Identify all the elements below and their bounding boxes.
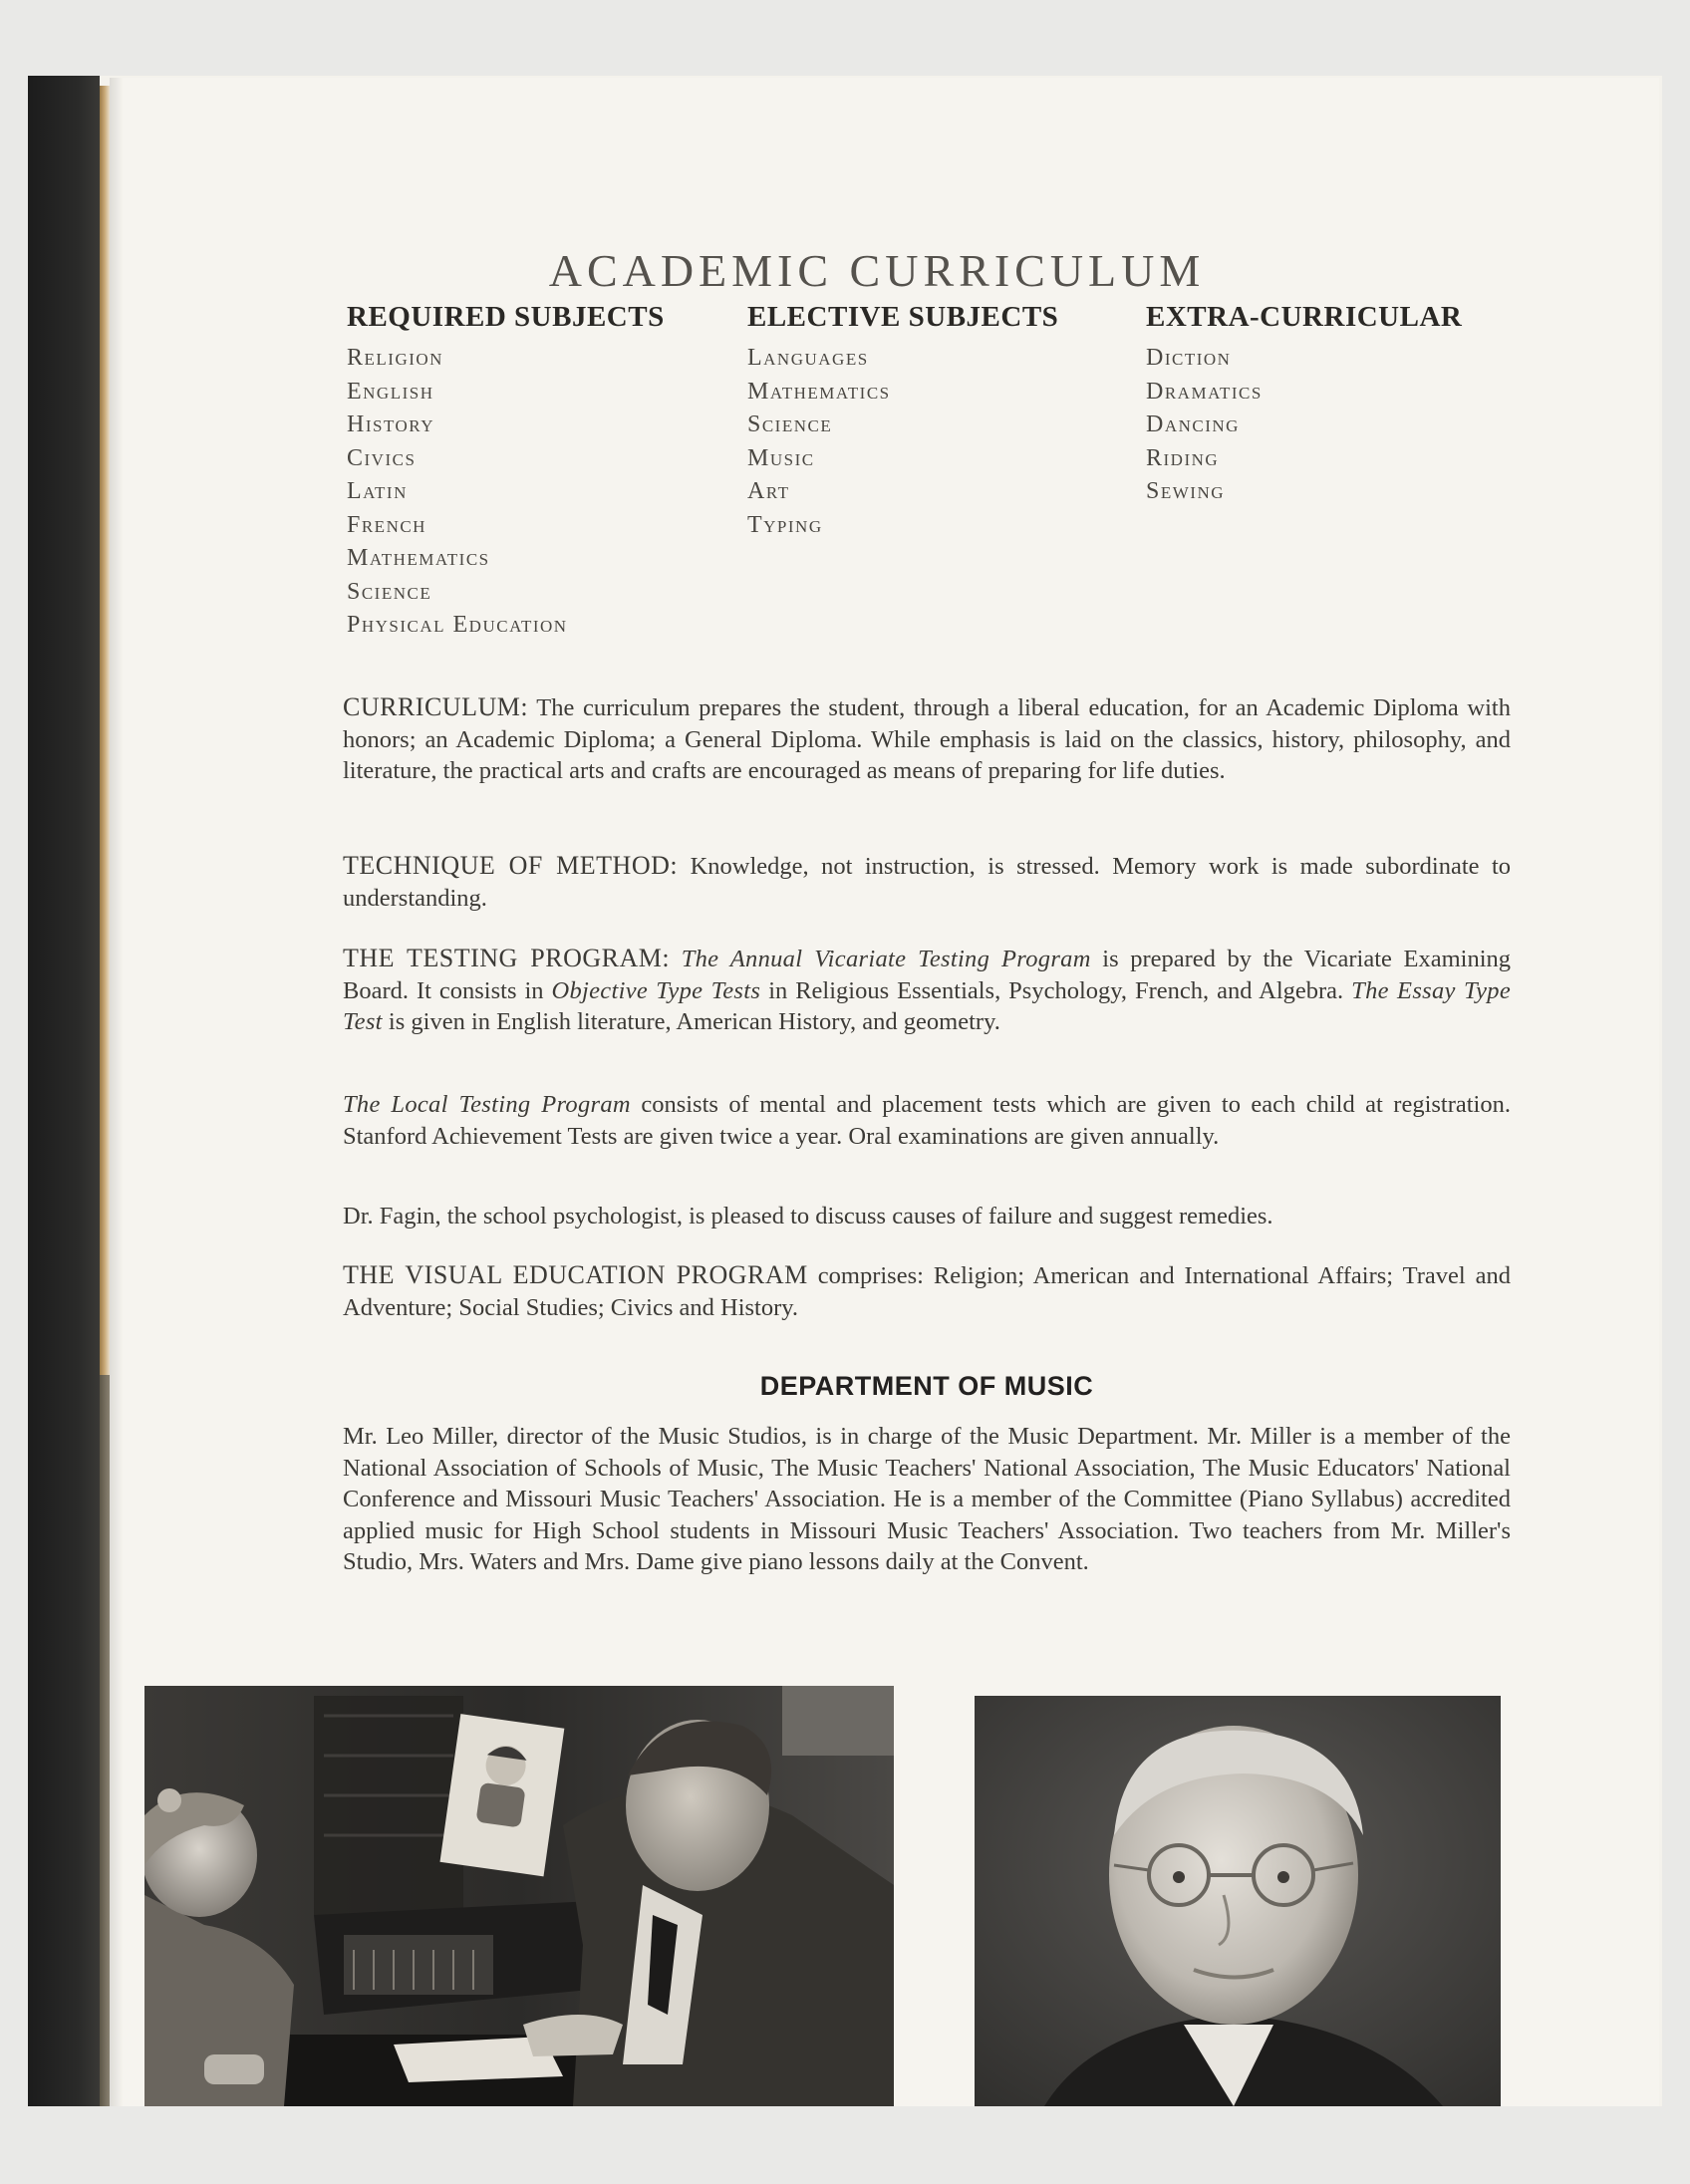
photo-piano-lesson [144, 1686, 894, 2106]
paragraph-lead: THE TESTING PROGRAM: [343, 944, 671, 972]
testing-paragraph [343, 943, 1511, 1038]
list-item: History [347, 411, 434, 437]
paragraph-text: is prepared by the Vicariate Examining Board. It consists in [343, 946, 1511, 1004]
column-heading: REQUIRED SUBJECTS [347, 301, 665, 333]
list-item: French [347, 511, 426, 538]
italic-title: The Local Testing Program [343, 1091, 631, 1118]
local-testing-paragraph [343, 1089, 1511, 1152]
list-item: Mathematics [747, 378, 891, 405]
required-subjects-column [347, 301, 665, 643]
list-item: Music [747, 444, 815, 471]
list-item: Diction [1146, 345, 1232, 371]
list-item: Latin [347, 478, 408, 504]
italic-title: The Essay Type Test [343, 976, 1511, 1035]
list-item: Physical Education [347, 612, 568, 638]
paragraph-text: consists of mental and placement tests which are given to each child at registration. Stanford Achievement Tests are given twice a year. Oral examinations are given annually. [343, 1091, 1511, 1150]
music-paragraph: Mr. Leo Miller, director of the Music Studios, is in charge of the Music Department. Mr. Miller is a member of the National Association of Schools of Music, The Music Teachers' National Association, The Music Educators' National Conference and Missouri Music Teachers' Association. He is a member of the Committee (Piano Syllabus) accredited applied music for High School students in Missouri Music Teachers' Association. Two teachers from Mr. Miller's Studio, Mrs. Waters and Mrs. Dame give piano lessons daily at the Convent. [343, 1423, 1511, 1575]
photo-piano-lesson-image [144, 1686, 894, 2106]
paragraph-text: is given in English literature, American History, and geometry. [388, 1008, 1000, 1035]
paragraph-lead: CURRICULUM: [343, 692, 529, 721]
italic-title: The Annual Vicariate Testing Program [681, 946, 1091, 972]
music-department-heading: DEPARTMENT OF MUSIC [759, 1371, 1094, 1401]
list-item: English [347, 378, 434, 405]
elective-subjects-column [747, 301, 1058, 542]
photo-portrait-image [975, 1696, 1501, 2106]
list-item: Science [747, 411, 833, 437]
list-item: Art [747, 478, 790, 504]
list-item: Science [347, 578, 432, 605]
list-item: Religion [347, 345, 443, 371]
visual-education-paragraph [343, 1259, 1511, 1323]
column-heading: EXTRA-CURRICULAR [1146, 301, 1463, 333]
list-item: Dramatics [1146, 378, 1263, 405]
list-item: Riding [1146, 444, 1220, 471]
extra-curricular-column [1146, 301, 1462, 509]
list-item: Sewing [1146, 478, 1225, 504]
curriculum-paragraph [343, 691, 1511, 787]
paragraph-lead: TECHNIQUE OF METHOD: [343, 851, 679, 880]
photo-portrait [975, 1696, 1501, 2106]
list-item: Mathematics [347, 545, 490, 571]
book-spine [28, 76, 100, 2106]
page-edge-lower [100, 1375, 110, 2106]
page-gutter-shadow [110, 78, 124, 2106]
italic-title: Objective Type Tests [551, 976, 761, 1004]
list-item: Dancing [1146, 411, 1240, 437]
paragraph-text: in Religious Essentials, Psychology, French, and Algebra. [768, 976, 1344, 1004]
list-item: Civics [347, 444, 417, 471]
list-item: Typing [747, 511, 823, 538]
technique-paragraph [343, 850, 1511, 914]
psychologist-paragraph: Dr. Fagin, the school psychologist, is pleased to discuss causes of failure and suggest remedies. [343, 1203, 1273, 1229]
page-title: ACADEMIC CURRICULUM [548, 244, 1206, 296]
paragraph-text: comprises: Religion; American and International Affairs; Travel and Adventure; Social Studies; Civics and History. [343, 1262, 1512, 1321]
paragraph-text: The curriculum prepares the student, through a liberal education, for an Academic Diploma with honors; an Academic Diploma; a General Diploma. While emphasis is laid on the classics, history, philosophy, and literature, the practical arts and crafts are encouraged as means of preparing for life duties. [343, 694, 1511, 784]
list-item: Languages [747, 345, 869, 371]
paragraph-text: Knowledge, not instruction, is stressed. Memory work is made subordinate to understanding. [343, 853, 1512, 912]
column-heading: ELECTIVE SUBJECTS [747, 301, 1059, 333]
paragraph-lead: THE VISUAL EDUCATION PROGRAM [343, 1260, 808, 1289]
